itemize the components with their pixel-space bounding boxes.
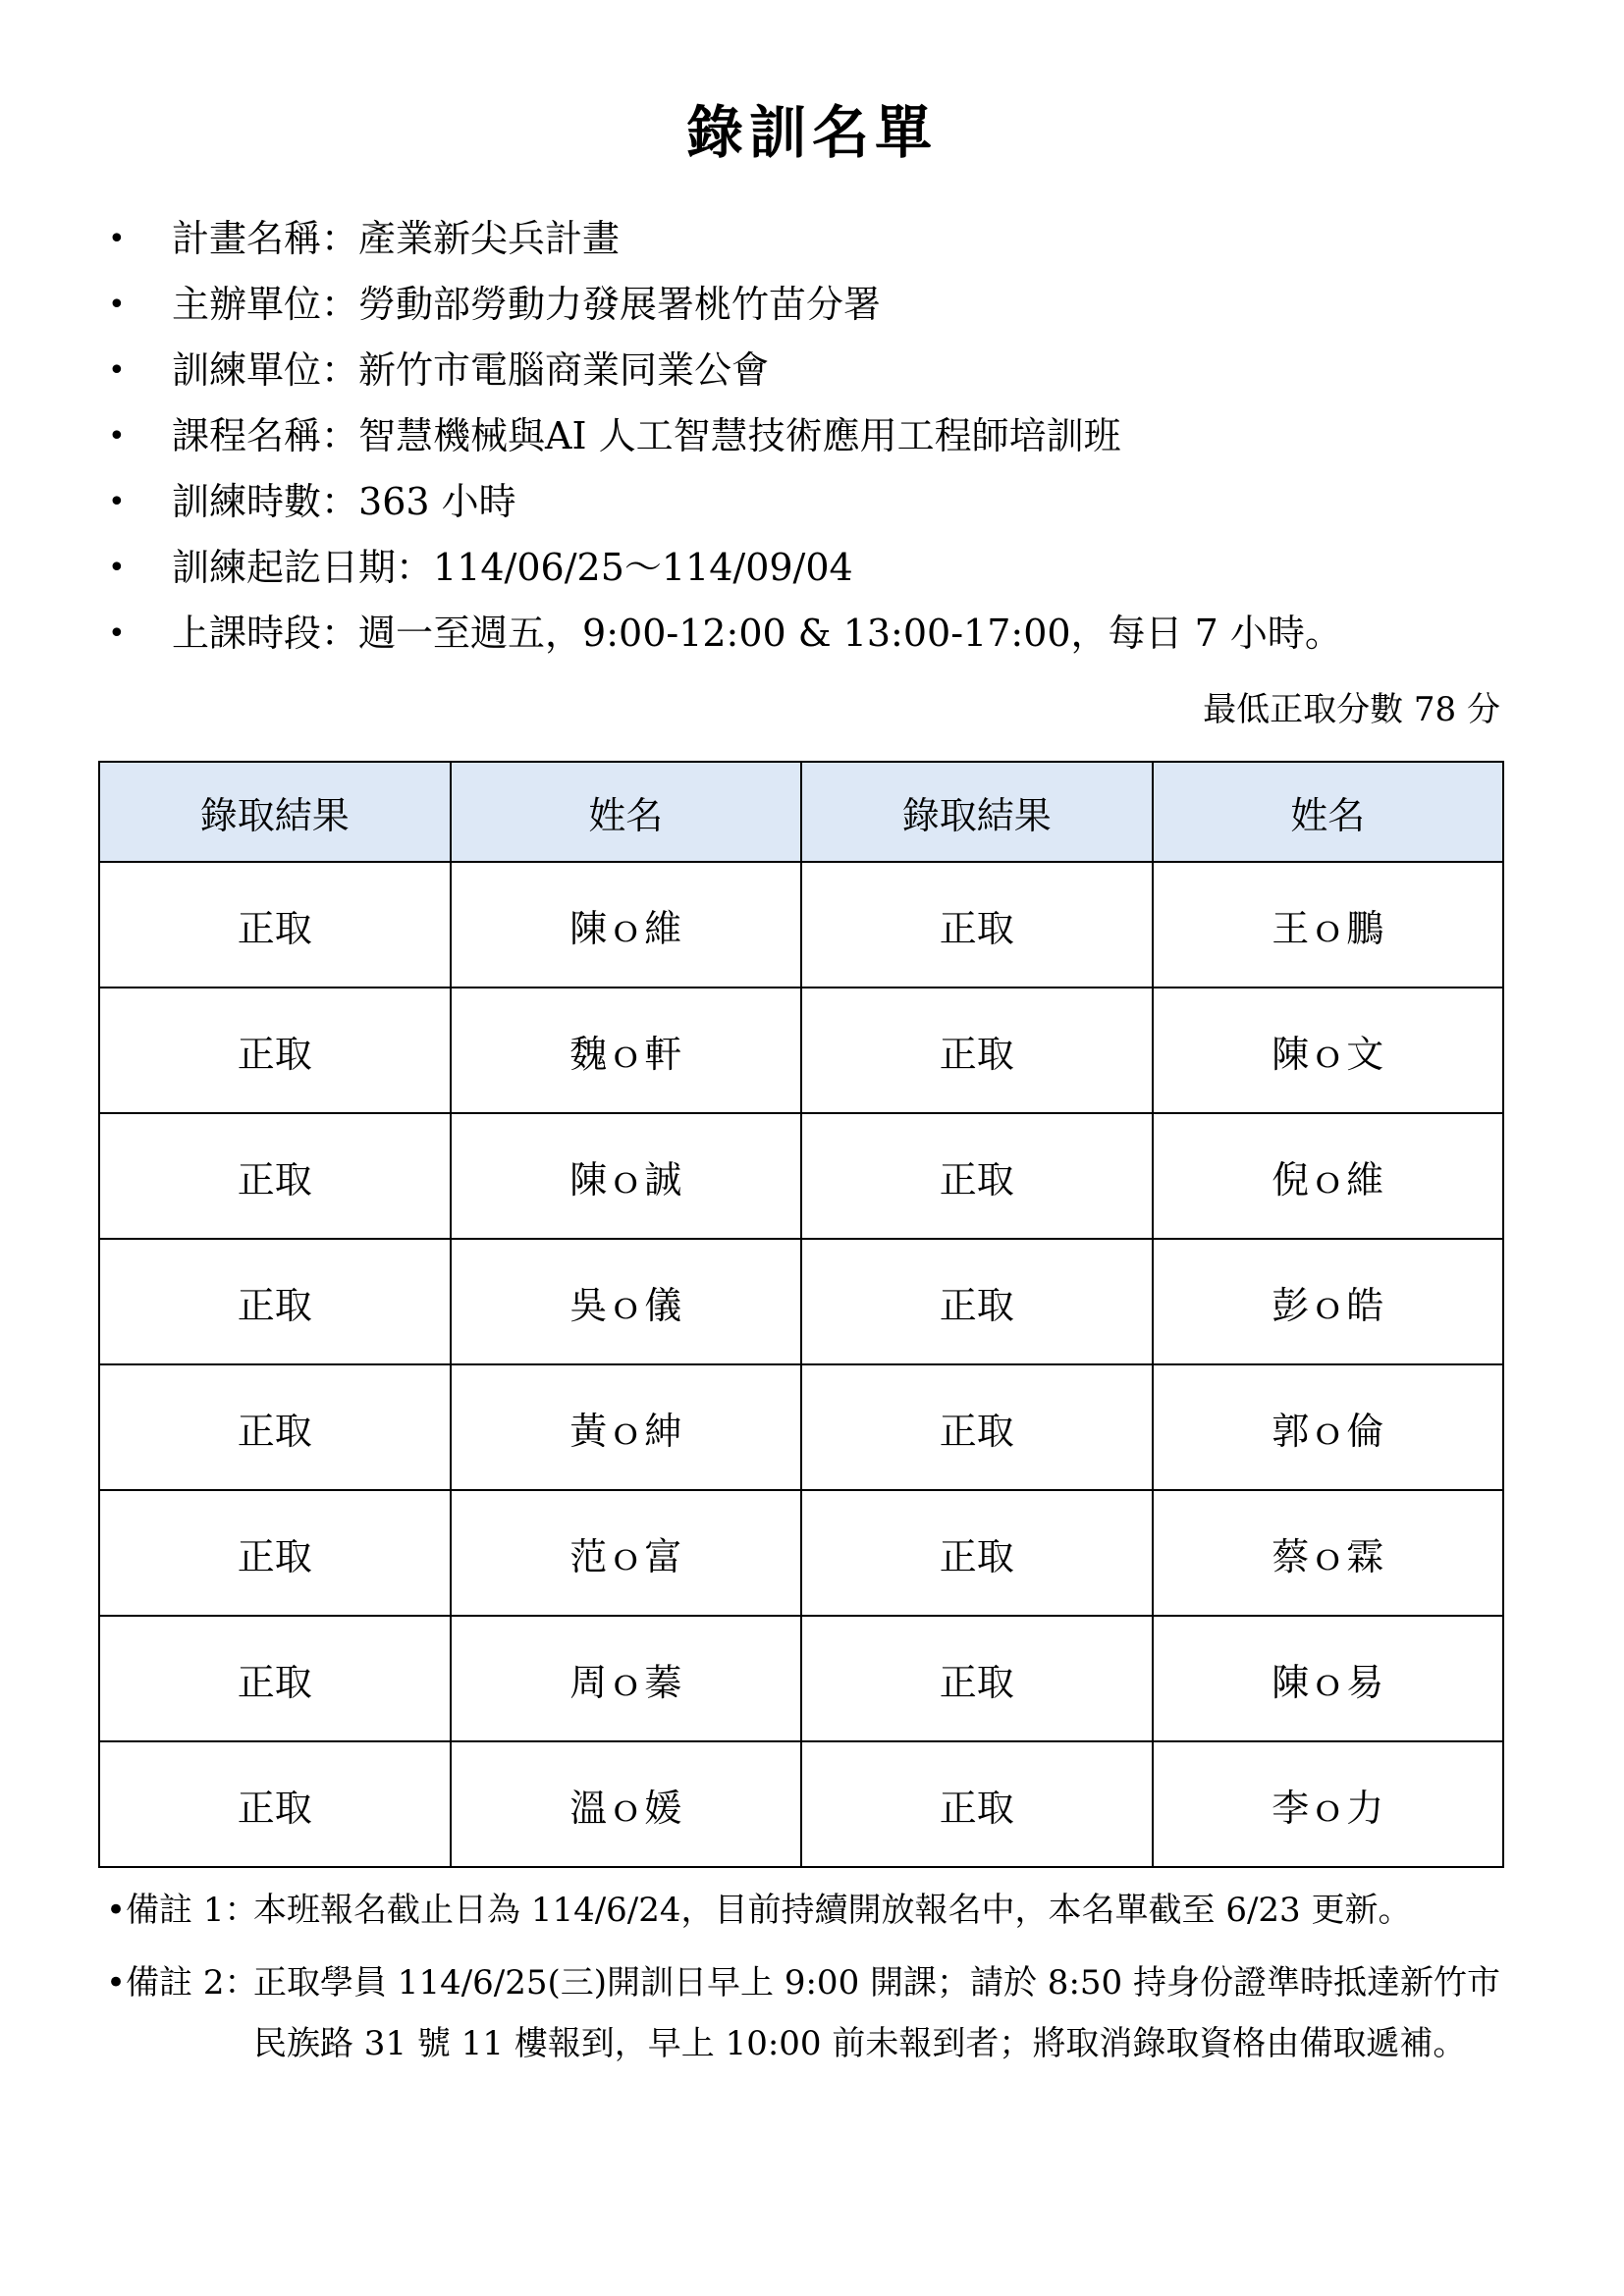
info-label: 上課時段	[172, 612, 322, 655]
result-cell: 正取	[801, 862, 1153, 988]
info-label: 訓練起訖日期	[172, 546, 397, 589]
name-cell: 王ｏ鵬	[1153, 862, 1504, 988]
result-cell: 正取	[801, 1741, 1153, 1867]
notes-section	[106, 1880, 1530, 2086]
result-cell: 正取	[99, 1239, 451, 1364]
result-cell: 正取	[801, 1113, 1153, 1239]
result-cell: 正取	[99, 1113, 451, 1239]
result-cell: 正取	[99, 988, 451, 1113]
info-separator: ：	[321, 612, 359, 655]
table-header-row	[99, 762, 1503, 862]
header-name-2: 姓名	[1153, 762, 1504, 862]
info-item	[108, 338, 1532, 403]
info-separator: ：	[321, 348, 359, 392]
info-separator: ：	[396, 546, 434, 589]
name-cell: 黃ｏ紳	[451, 1364, 802, 1490]
result-cell: 正取	[801, 1239, 1153, 1364]
table-row	[99, 1113, 1503, 1239]
table-row	[99, 1239, 1503, 1364]
info-value: 產業新尖兵計畫	[358, 217, 621, 260]
table-row	[99, 1364, 1503, 1490]
name-cell: 陳ｏ維	[451, 862, 802, 988]
info-item	[108, 469, 1532, 535]
name-cell: 吳ｏ儀	[451, 1239, 802, 1364]
result-cell: 正取	[801, 1364, 1153, 1490]
info-label: 訓練時數	[172, 480, 322, 523]
info-label: 計畫名稱	[172, 217, 322, 260]
note-item	[106, 1880, 1530, 1941]
info-label: 訓練單位	[172, 348, 322, 392]
bullet-icon: •	[108, 485, 126, 519]
page-title: 錄訓名單	[685, 99, 938, 166]
table-row	[99, 1616, 1503, 1741]
name-cell: 陳ｏ文	[1153, 988, 1504, 1113]
result-cell: 正取	[801, 988, 1153, 1113]
bullet-icon: •	[108, 419, 126, 454]
info-item	[108, 535, 1532, 601]
table-row	[99, 988, 1503, 1113]
result-cell: 正取	[801, 1490, 1153, 1616]
name-cell: 陳ｏ易	[1153, 1616, 1504, 1741]
bullet-icon: •	[108, 222, 126, 256]
name-cell: 陳ｏ誠	[451, 1113, 802, 1239]
info-value: 週一至週五，9:00-12:00 & 13:00-17:00，每日 7 小時。	[358, 612, 1342, 655]
note-label: •備註 2：	[106, 1963, 258, 2002]
info-item	[108, 403, 1532, 469]
info-value: 勞動部勞動力發展署桃竹苗分署	[358, 283, 882, 326]
min-score-note: 最低正取分數 78 分	[1203, 690, 1500, 729]
result-cell: 正取	[99, 1364, 451, 1490]
table-body	[99, 862, 1503, 1867]
note-text: 正取學員 114/6/25(三)開訓日早上 9:00 開課；請於 8:50 持身份證準時抵達新竹市民族路 31 號 11 樓報到，早上 10:00 前未報到者；將取消錄取資格由備取遞補。	[253, 1963, 1500, 2063]
course-info-list	[108, 206, 1532, 667]
info-separator: ：	[321, 414, 359, 457]
name-cell: 范ｏ富	[451, 1490, 802, 1616]
info-label: 主辦單位	[172, 283, 322, 326]
note-text: 本班報名截止日為 114/6/24，目前持續開放報名中，本名單截至 6/23 更新。	[253, 1891, 1412, 1930]
info-separator: ：	[321, 283, 359, 326]
info-item	[108, 601, 1532, 667]
name-cell: 彭ｏ皓	[1153, 1239, 1504, 1364]
name-cell: 周ｏ蓁	[451, 1616, 802, 1741]
bullet-icon: •	[108, 353, 126, 388]
result-cell: 正取	[99, 1490, 451, 1616]
info-value: 新竹市電腦商業同業公會	[358, 348, 770, 392]
info-separator: ：	[321, 480, 359, 523]
info-label: 課程名稱	[172, 414, 322, 457]
header-name-1: 姓名	[451, 762, 802, 862]
bullet-icon: •	[108, 551, 126, 585]
name-cell: 魏ｏ軒	[451, 988, 802, 1113]
name-cell: 蔡ｏ霖	[1153, 1490, 1504, 1616]
info-value: 智慧機械與AI 人工智慧技術應用工程師培訓班	[358, 414, 1121, 457]
info-item	[108, 206, 1532, 272]
name-cell: 溫ｏ媛	[451, 1741, 802, 1867]
admission-table	[98, 761, 1504, 1868]
name-cell: 李ｏ力	[1153, 1741, 1504, 1867]
header-result-1: 錄取結果	[99, 762, 451, 862]
table-row	[99, 1741, 1503, 1867]
result-cell: 正取	[99, 862, 451, 988]
bullet-icon: •	[108, 616, 126, 651]
info-item	[108, 272, 1532, 338]
table-row	[99, 862, 1503, 988]
info-separator: ：	[321, 217, 359, 260]
table-row	[99, 1490, 1503, 1616]
name-cell: 郭ｏ倫	[1153, 1364, 1504, 1490]
note-label: •備註 1：	[106, 1891, 258, 1930]
result-cell: 正取	[99, 1741, 451, 1867]
bullet-icon: •	[108, 288, 126, 322]
note-item	[106, 1952, 1530, 2074]
header-result-2: 錄取結果	[801, 762, 1153, 862]
info-value: 114/06/25～114/09/04	[433, 546, 853, 589]
result-cell: 正取	[99, 1616, 451, 1741]
info-value: 363 小時	[358, 480, 516, 523]
result-cell: 正取	[801, 1616, 1153, 1741]
name-cell: 倪ｏ維	[1153, 1113, 1504, 1239]
